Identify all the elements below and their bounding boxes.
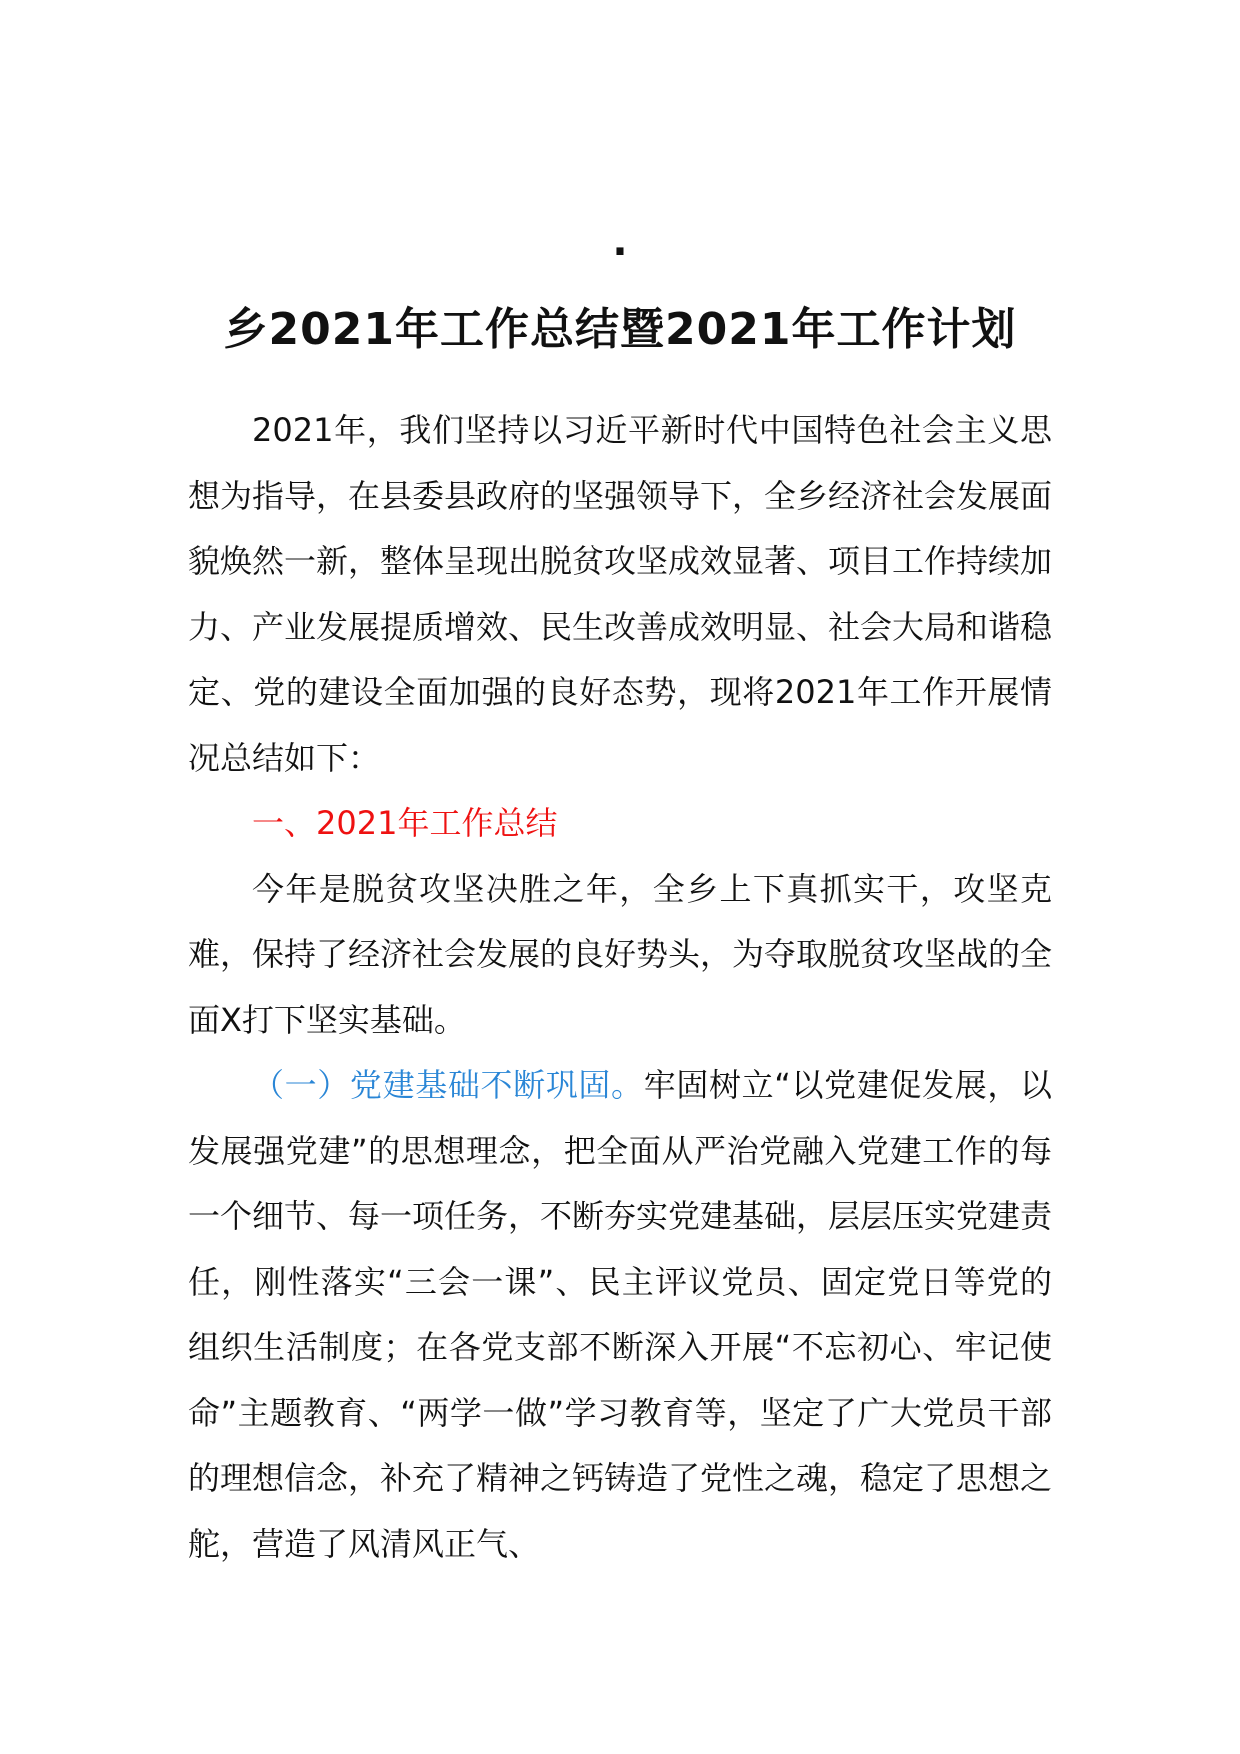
subsection-heading: （一）党建基础不断巩固。 [252, 1066, 644, 1104]
section-heading: 一、2021年工作总结 [252, 804, 558, 842]
subsection-text: 牢固树立“以党建促发展，以发展强党建”的思想理念，把全面从严治党融入党建工作的每一个细节、每一项任务，不断夯实党建基础，层层压实党建责任，刚性落实“三会一课”、民主评议党员、固定党日等党的组织生活制度；在各党支部不断深入开展“不忘初心、牢记使命”主题教育、“两学一做”学习教育等，坚定了广大党员干部的理想信念，补充了精神之钙铸造了党性之魂，稳定了思想之舵，营造了风清风正气、 [188, 1066, 1053, 1563]
section-intro-paragraph: 今年是脱贫攻坚决胜之年，全乡上下真抓实干，攻坚克难，保持了经济社会发展的良好势头，为夺取脱贫攻坚战的全面X打下坚实基础。 [188, 869, 1053, 1039]
document-title: 乡2021年工作总结暨2021年工作计划 [223, 304, 1017, 355]
subsection-paragraph [188, 1053, 1052, 1577]
top-mark: . [612, 219, 628, 265]
intro-paragraph: 2021年，我们坚持以习近平新时代中国特色社会主义思想为指导，在县委县政府的坚强领导下，全乡经济社会发展面貌焕然一新，整体呈现出脱贫攻坚成效显著、项目工作持续加力、产业发展提质增效、民生改善成效明显、社会大局和谐稳定、党的建设全面加强的良好态势，现将2021年工作开展情况总结如下： [188, 411, 1053, 777]
document-body [188, 398, 1052, 1577]
